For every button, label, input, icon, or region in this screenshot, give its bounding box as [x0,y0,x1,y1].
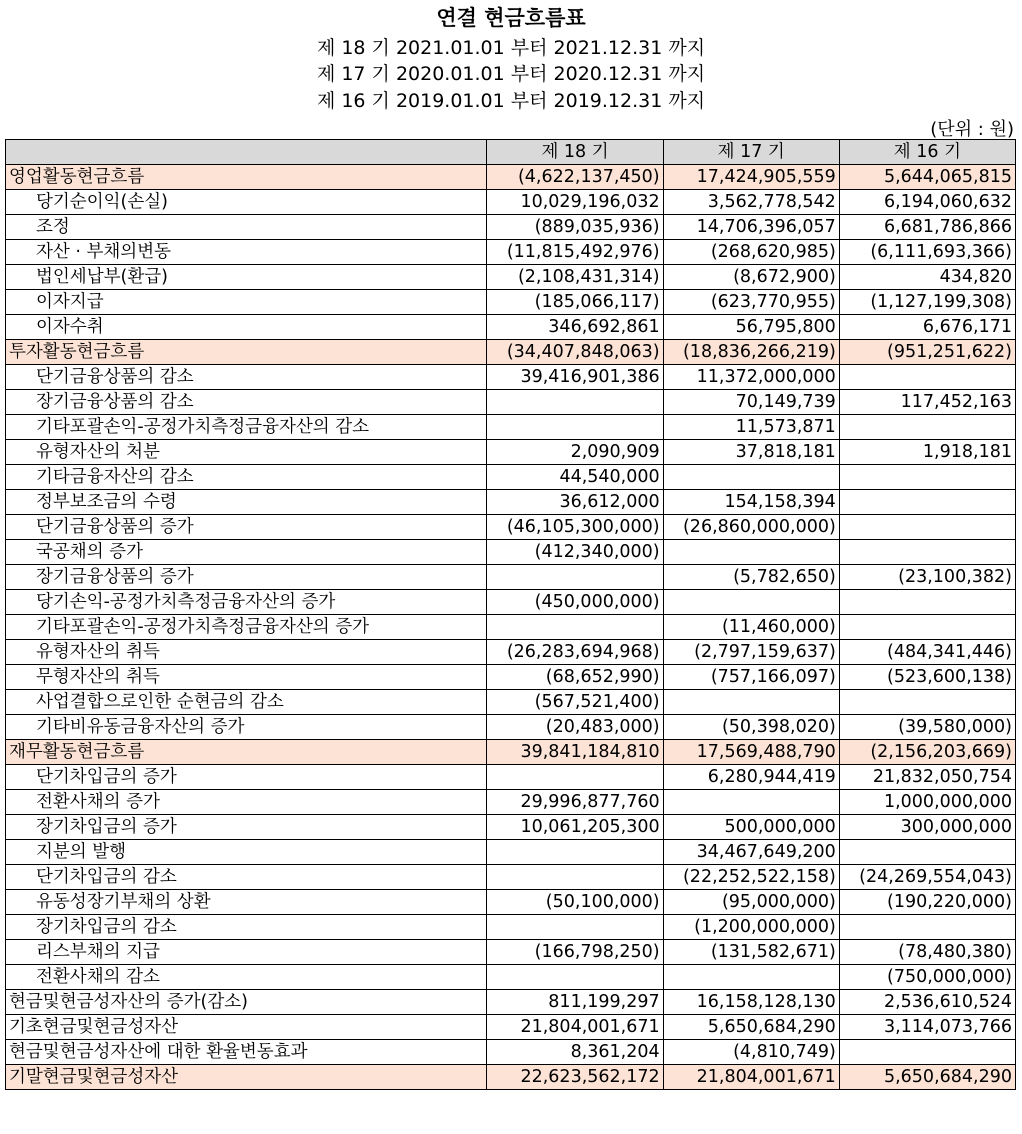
row-label: 단기금융상품의 감소 [6,365,487,390]
value-17: 37,818,181 [663,440,839,465]
value-16: 1,918,181 [839,440,1015,465]
value-16 [839,365,1015,390]
row-label: 기타포괄손익-공정가치측정금융자산의 감소 [6,415,487,440]
row-label: 투자활동현금흐름 [6,340,487,365]
value-17: 16,158,128,130 [663,990,839,1015]
value-18: 346,692,861 [487,315,663,340]
row-label: 영업활동현금흐름 [6,165,487,190]
value-17: (8,672,900) [663,265,839,290]
value-18: (185,066,117) [487,290,663,315]
value-16: 300,000,000 [839,815,1015,840]
row-label: 자산 · 부채의변동 [6,240,487,265]
table-row [6,265,1016,290]
value-16: (2,156,203,669) [839,740,1015,765]
value-16 [839,1040,1015,1065]
value-16 [839,415,1015,440]
value-17: 11,573,871 [663,415,839,440]
value-18: (567,521,400) [487,690,663,715]
column-header-16: 제 16 기 [839,140,1015,165]
value-17: (757,166,097) [663,665,839,690]
value-17: (623,770,955) [663,290,839,315]
value-17: (1,200,000,000) [663,915,839,940]
row-label: 전환사채의 증가 [6,790,487,815]
value-18: (50,100,000) [487,890,663,915]
value-18: (412,340,000) [487,540,663,565]
value-17 [663,965,839,990]
column-header-label [6,140,487,165]
value-18: (2,108,431,314) [487,265,663,290]
value-16 [839,690,1015,715]
table-row [6,540,1016,565]
value-18 [487,915,663,940]
table-row [6,465,1016,490]
row-label: 장기차입금의 감소 [6,915,487,940]
value-18: (20,483,000) [487,715,663,740]
value-18: 36,612,000 [487,490,663,515]
value-16: 6,681,786,866 [839,215,1015,240]
value-16: 2,536,610,524 [839,990,1015,1015]
value-17: 70,149,739 [663,390,839,415]
row-label: 단기차입금의 감소 [6,865,487,890]
value-17: 6,280,944,419 [663,765,839,790]
row-label: 당기순이익(손실) [6,190,487,215]
table-row [6,190,1016,215]
table-row [6,340,1016,365]
value-18 [487,565,663,590]
value-16: 6,676,171 [839,315,1015,340]
table-row [6,390,1016,415]
table-row [6,890,1016,915]
value-17: 21,804,001,671 [663,1065,839,1090]
value-16: 3,114,073,766 [839,1015,1015,1040]
value-16: (190,220,000) [839,890,1015,915]
value-18: 10,029,196,032 [487,190,663,215]
row-label: 사업결합으로인한 순현금의 감소 [6,690,487,715]
table-row [6,1015,1016,1040]
row-label: 기타비유동금융자산의 증가 [6,715,487,740]
value-16: 5,644,065,815 [839,165,1015,190]
table-row [6,365,1016,390]
value-18: (26,283,694,968) [487,640,663,665]
table-row [6,440,1016,465]
table-row [6,415,1016,440]
value-18: (4,622,137,450) [487,165,663,190]
row-label: 유형자산의 취득 [6,640,487,665]
row-label: 장기차입금의 증가 [6,815,487,840]
table-row [6,690,1016,715]
value-18: (166,798,250) [487,940,663,965]
value-17: (131,582,671) [663,940,839,965]
row-label: 현금및현금성자산의 증가(감소) [6,990,487,1015]
value-17: (4,810,749) [663,1040,839,1065]
value-16 [839,590,1015,615]
table-row [6,565,1016,590]
value-18 [487,840,663,865]
value-17: (11,460,000) [663,615,839,640]
value-16: (951,251,622) [839,340,1015,365]
value-16: (1,127,199,308) [839,290,1015,315]
value-17 [663,790,839,815]
table-row [6,240,1016,265]
value-18: 39,416,901,386 [487,365,663,390]
value-16 [839,490,1015,515]
value-16: (39,580,000) [839,715,1015,740]
value-18: 10,061,205,300 [487,815,663,840]
row-label: 장기금융상품의 감소 [6,390,487,415]
row-label: 장기금융상품의 증가 [6,565,487,590]
value-16: 434,820 [839,265,1015,290]
table-row [6,665,1016,690]
table-body [6,165,1016,1090]
period-17: 제 17 기 2020.01.01 부터 2020.12.31 까지 [316,63,706,85]
value-17: 5,650,684,290 [663,1015,839,1040]
period-16: 제 16 기 2019.01.01 부터 2019.12.31 까지 [316,90,706,112]
statement-title: 연결 현금흐름표 [436,6,586,30]
value-16: 117,452,163 [839,390,1015,415]
value-18: 39,841,184,810 [487,740,663,765]
value-18 [487,390,663,415]
table-row [6,640,1016,665]
table-row [6,990,1016,1015]
value-17: 11,372,000,000 [663,365,839,390]
row-label: 기타포괄손익-공정가치측정금융자산의 증가 [6,615,487,640]
value-16: 5,650,684,290 [839,1065,1015,1090]
value-16 [839,840,1015,865]
value-17: (18,836,266,219) [663,340,839,365]
row-label: 기초현금및현금성자산 [6,1015,487,1040]
row-label: 단기금융상품의 증가 [6,515,487,540]
value-17: (5,782,650) [663,565,839,590]
row-label: 단기차입금의 증가 [6,765,487,790]
value-17: 500,000,000 [663,815,839,840]
value-17: 154,158,394 [663,490,839,515]
row-label: 기말현금및현금성자산 [6,1065,487,1090]
table-row [6,290,1016,315]
value-18: (889,035,936) [487,215,663,240]
value-18: (68,652,990) [487,665,663,690]
value-18: 2,090,909 [487,440,663,465]
value-18: 21,804,001,671 [487,1015,663,1040]
period-18: 제 18 기 2021.01.01 부터 2021.12.31 까지 [316,37,706,59]
value-17: 17,424,905,559 [663,165,839,190]
table-row [6,1065,1016,1090]
row-label: 현금및현금성자산에 대한 환율변동효과 [6,1040,487,1065]
table-row [6,715,1016,740]
value-18 [487,415,663,440]
value-17: (50,398,020) [663,715,839,740]
value-16: (750,000,000) [839,965,1015,990]
table-row [6,315,1016,340]
cash-flow-table [5,139,1016,1090]
table-row [6,765,1016,790]
row-label: 재무활동현금흐름 [6,740,487,765]
value-18: (11,815,492,976) [487,240,663,265]
row-label: 법인세납부(환급) [6,265,487,290]
table-row [6,590,1016,615]
table-row [6,1040,1016,1065]
value-17: 56,795,800 [663,315,839,340]
unit-label: (단위 : 원) [930,119,1014,140]
value-16 [839,915,1015,940]
value-16: (6,111,693,366) [839,240,1015,265]
value-17: 14,706,396,057 [663,215,839,240]
value-16: (484,341,446) [839,640,1015,665]
row-label: 이자지급 [6,290,487,315]
value-16: 1,000,000,000 [839,790,1015,815]
table-row [6,865,1016,890]
value-16: 6,194,060,632 [839,190,1015,215]
value-16 [839,465,1015,490]
value-17: (26,860,000,000) [663,515,839,540]
value-16: (23,100,382) [839,565,1015,590]
value-17 [663,690,839,715]
table-row [6,790,1016,815]
value-18: (450,000,000) [487,590,663,615]
row-label: 기타금융자산의 감소 [6,465,487,490]
value-17: (95,000,000) [663,890,839,915]
value-17 [663,465,839,490]
value-17: 3,562,778,542 [663,190,839,215]
value-18: (46,105,300,000) [487,515,663,540]
value-18: (34,407,848,063) [487,340,663,365]
row-label: 정부보조금의 수령 [6,490,487,515]
value-17: 17,569,488,790 [663,740,839,765]
row-label: 조정 [6,215,487,240]
table-row [6,940,1016,965]
value-18 [487,765,663,790]
value-18: 29,996,877,760 [487,790,663,815]
value-17: 34,467,649,200 [663,840,839,865]
value-18 [487,615,663,640]
table-row [6,815,1016,840]
value-16 [839,615,1015,640]
value-17: (268,620,985) [663,240,839,265]
table-row [6,165,1016,190]
value-17 [663,540,839,565]
table-header-row [6,140,1016,165]
value-16 [839,515,1015,540]
value-16: (24,269,554,043) [839,865,1015,890]
value-18: 22,623,562,172 [487,1065,663,1090]
value-17: (2,797,159,637) [663,640,839,665]
row-label: 지분의 발행 [6,840,487,865]
table-row [6,215,1016,240]
table-row [6,740,1016,765]
value-17 [663,590,839,615]
value-16: (78,480,380) [839,940,1015,965]
table-row [6,515,1016,540]
row-label: 이자수취 [6,315,487,340]
value-17: (22,252,522,158) [663,865,839,890]
value-16: 21,832,050,754 [839,765,1015,790]
row-label: 유동성장기부채의 상환 [6,890,487,915]
table-row [6,840,1016,865]
column-header-17: 제 17 기 [663,140,839,165]
value-18: 44,540,000 [487,465,663,490]
row-label: 리스부채의 지급 [6,940,487,965]
row-label: 국공채의 증가 [6,540,487,565]
value-18: 8,361,204 [487,1040,663,1065]
row-label: 무형자산의 취득 [6,665,487,690]
value-16 [839,540,1015,565]
table-row [6,915,1016,940]
row-label: 전환사채의 감소 [6,965,487,990]
column-header-18: 제 18 기 [487,140,663,165]
table-row [6,615,1016,640]
value-18: 811,199,297 [487,990,663,1015]
value-18 [487,965,663,990]
row-label: 당기손익-공정가치측정금융자산의 증가 [6,590,487,615]
table-row [6,490,1016,515]
value-16: (523,600,138) [839,665,1015,690]
table-row [6,965,1016,990]
value-18 [487,865,663,890]
row-label: 유형자산의 처분 [6,440,487,465]
